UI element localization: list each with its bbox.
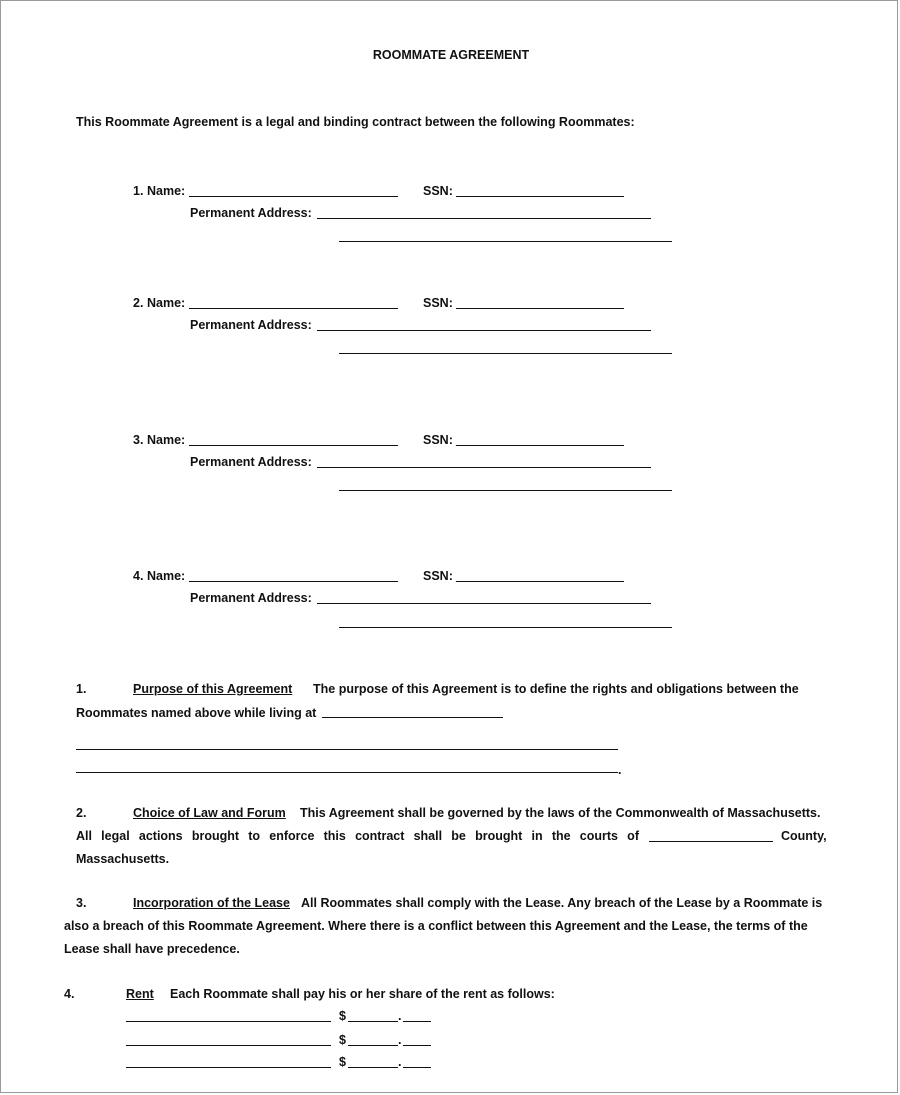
- ssn-label: SSN:: [423, 433, 453, 447]
- section-text-line: Lease shall have precedence.: [64, 942, 240, 956]
- section-number: 2.: [76, 806, 87, 820]
- address-field-line-1[interactable]: [317, 467, 651, 468]
- name-field[interactable]: [189, 581, 398, 582]
- ssn-label: SSN:: [423, 569, 453, 583]
- intro-text: This Roommate Agreement is a legal and binding contract between the following Roommates:: [76, 115, 635, 129]
- section-text-line: The purpose of this Agreement is to define the rights and obligations between the: [313, 682, 799, 696]
- roommate-number: 1.: [133, 184, 144, 198]
- section-text-line: Roommates named above while living at: [76, 706, 317, 720]
- section-text-line: Each Roommate shall pay his or her share of the rent as follows:: [170, 987, 555, 1001]
- county-label: County,: [781, 829, 827, 843]
- name-label: Name:: [147, 433, 186, 447]
- dollar-sign: $: [339, 1009, 346, 1023]
- decimal-point: .: [398, 1033, 402, 1047]
- address-label: Permanent Address:: [190, 206, 312, 220]
- address-field-line-1[interactable]: [317, 603, 651, 604]
- document-title: ROOMMATE AGREEMENT: [372, 48, 530, 62]
- address-blank[interactable]: [322, 717, 503, 718]
- roommate-name-blank[interactable]: [126, 1021, 331, 1022]
- address-blank-line-3[interactable]: [76, 772, 618, 773]
- dollar-amount-blank[interactable]: [348, 1021, 398, 1022]
- cents-amount-blank[interactable]: [403, 1021, 431, 1022]
- end-period: .: [618, 763, 622, 777]
- section-number: 1.: [76, 682, 87, 696]
- address-field-line-1[interactable]: [317, 218, 651, 219]
- section-text-line: Massachusetts.: [76, 852, 170, 866]
- ssn-label: SSN:: [423, 184, 453, 198]
- dollar-sign: $: [339, 1055, 346, 1069]
- address-label: Permanent Address:: [190, 455, 312, 469]
- address-field-line-2[interactable]: [339, 627, 672, 628]
- ssn-field[interactable]: [456, 445, 624, 446]
- ssn-field[interactable]: [456, 196, 624, 197]
- dollar-amount-blank[interactable]: [348, 1045, 398, 1046]
- dollar-sign: $: [339, 1033, 346, 1047]
- name-field[interactable]: [189, 445, 398, 446]
- section-heading: Purpose of this Agreement: [133, 682, 293, 696]
- section-text-line: All Roommates shall comply with the Lease. Any breach of the Lease by a Roommate is: [301, 896, 823, 910]
- section-heading: Choice of Law and Forum: [133, 806, 286, 820]
- dollar-amount-blank[interactable]: [348, 1067, 398, 1068]
- address-field-line-1[interactable]: [317, 330, 651, 331]
- section-text-line: All legal actions brought to enforce this contract shall be brought in the courts of: [76, 829, 639, 843]
- roommate-number: 3.: [133, 433, 144, 447]
- roommate-name-blank[interactable]: [126, 1045, 331, 1046]
- cents-amount-blank[interactable]: [403, 1045, 431, 1046]
- section-text-line: also a breach of this Roommate Agreement. Where there is a conflict between this Agreement and the Lease, the terms of the: [64, 919, 808, 933]
- name-label: Name:: [147, 184, 186, 198]
- address-field-line-2[interactable]: [339, 490, 672, 491]
- roommate-number: 4.: [133, 569, 144, 583]
- cents-amount-blank[interactable]: [403, 1067, 431, 1068]
- address-blank-line-2[interactable]: [76, 749, 618, 750]
- address-label: Permanent Address:: [190, 591, 312, 605]
- county-blank[interactable]: [649, 841, 773, 842]
- name-label: Name:: [147, 569, 186, 583]
- ssn-label: SSN:: [423, 296, 453, 310]
- address-label: Permanent Address:: [190, 318, 312, 332]
- roommate-number: 2.: [133, 296, 144, 310]
- section-number: 3.: [76, 896, 87, 910]
- section-text-line: This Agreement shall be governed by the laws of the Commonwealth of Massachusetts.: [300, 806, 821, 820]
- section-heading: Incorporation of the Lease: [133, 896, 290, 910]
- address-field-line-2[interactable]: [339, 241, 672, 242]
- name-label: Name:: [147, 296, 186, 310]
- decimal-point: .: [398, 1055, 402, 1069]
- name-field[interactable]: [189, 196, 398, 197]
- section-heading: Rent: [126, 987, 154, 1001]
- name-field[interactable]: [189, 308, 398, 309]
- ssn-field[interactable]: [456, 581, 624, 582]
- roommate-name-blank[interactable]: [126, 1067, 331, 1068]
- section-number: 4.: [64, 987, 75, 1001]
- decimal-point: .: [398, 1009, 402, 1023]
- ssn-field[interactable]: [456, 308, 624, 309]
- address-field-line-2[interactable]: [339, 353, 672, 354]
